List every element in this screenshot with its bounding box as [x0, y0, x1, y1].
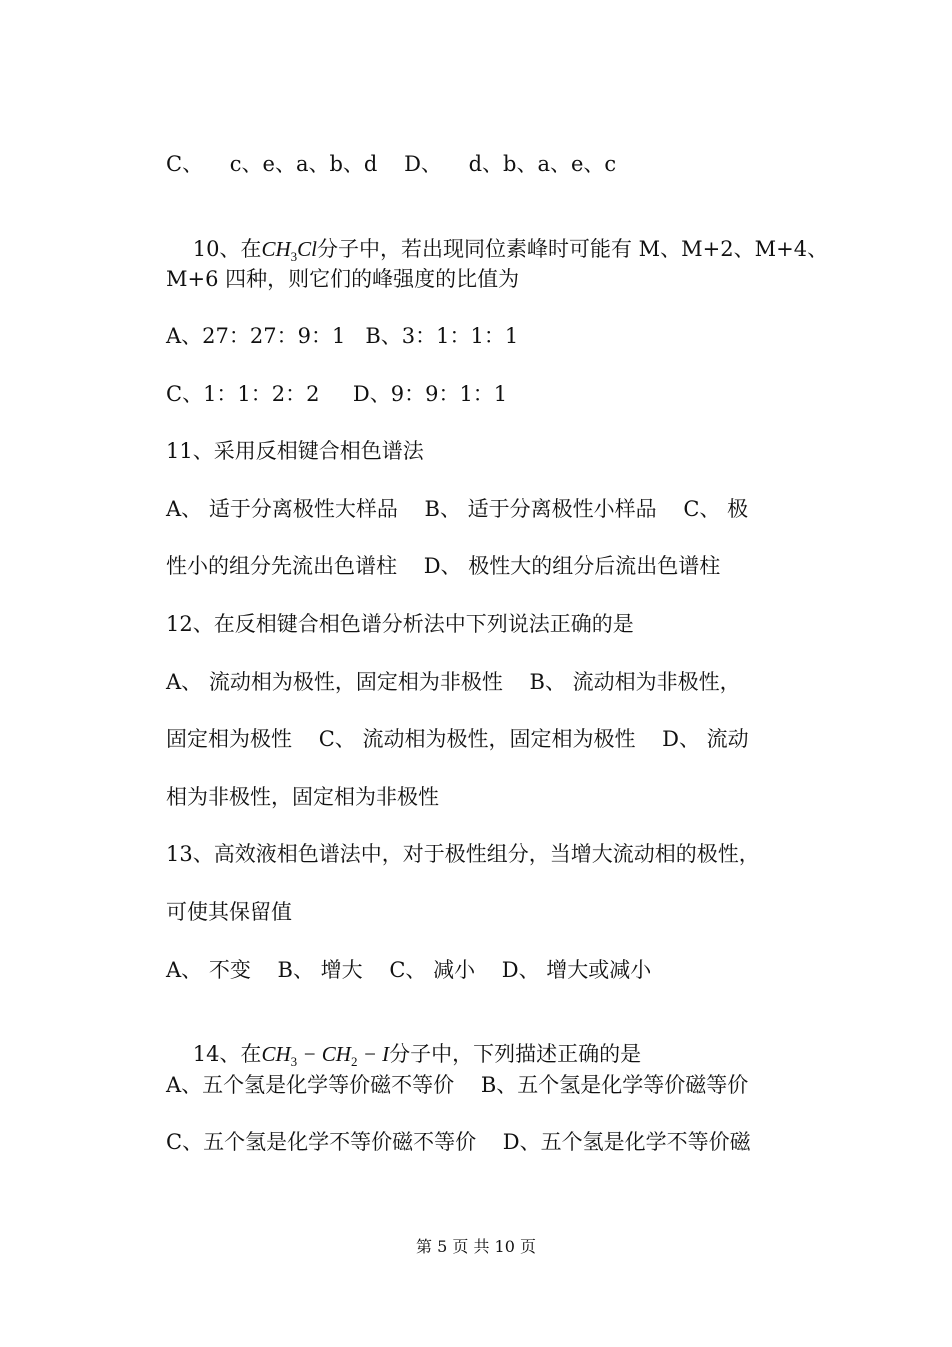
- formula-ch3cl: $CH_3Cl$: [261, 237, 317, 264]
- question-14-prefix: 14、在: [192, 1042, 262, 1066]
- question-12-options-line-2: 固定相为极性 C、 流动相为极性，固定相为极性 D、 流动: [166, 727, 749, 751]
- question-10-prefix: 10、在: [192, 237, 262, 261]
- page-footer: 第 5 页 共 10 页: [416, 1237, 536, 1256]
- question-11-options-line-1: A、 适于分离极性大样品 B、 适于分离极性小样品 C、 极: [166, 497, 749, 521]
- question-14-text: 分子中，下列描述正确的是: [389, 1042, 642, 1066]
- question-10-options-ab: A、27：27：9：1 B、3：1：1：1: [166, 324, 519, 348]
- question-11-stem: 11、采用反相键合相色谱法: [166, 439, 424, 463]
- formula-ethyl-iodide: $CH_3 - CH_2 - I$: [261, 1042, 390, 1069]
- question-10-options-cd: C、1：1：2：2 D、9：9：1：1: [166, 382, 508, 406]
- option-line-9cd: C、 c、e、a、b、d D、 d、b、a、e、c: [166, 152, 617, 176]
- question-13-options: A、 不变 B、 增大 C、 减小 D、 增大或减小: [166, 958, 652, 982]
- question-10-text: 分子中，若出现同位素峰时可能有 M、M+2、M+4、: [316, 237, 829, 261]
- question-10-line-2: M+6 四种，则它们的峰强度的比值为: [166, 267, 520, 291]
- question-11-options-line-2: 性小的组分先流出色谱柱 D、 极性大的组分后流出色谱柱: [166, 554, 721, 578]
- question-12-options-line-3: 相为非极性，固定相为非极性: [166, 785, 439, 809]
- question-14-options-line-1: A、五个氢是化学等价磁不等价 B、五个氢是化学等价磁等价: [166, 1073, 749, 1097]
- question-12-stem: 12、在反相键合相色谱分析法中下列说法正确的是: [166, 612, 634, 636]
- question-14-options-line-2: C、五个氢是化学不等价磁不等价 D、五个氢是化学不等价磁: [166, 1130, 751, 1154]
- question-12-options-line-1: A、 流动相为极性，固定相为非极性 B、 流动相为非极性，: [166, 670, 741, 694]
- question-13-stem-line-2: 可使其保留值: [166, 900, 292, 924]
- question-13-stem-line-1: 13、高效液相色谱法中，对于极性组分，当增大流动相的极性，: [166, 842, 760, 866]
